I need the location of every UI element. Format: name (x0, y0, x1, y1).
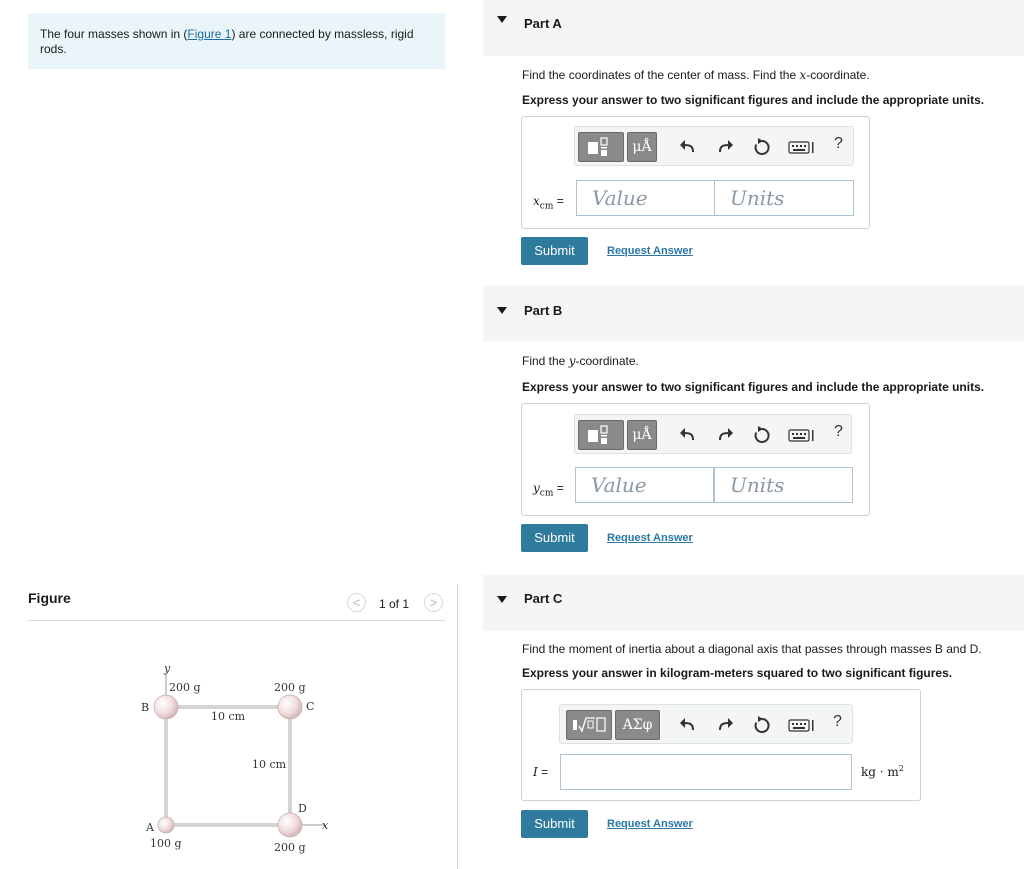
templates-sqrt-icon (571, 714, 607, 736)
width-label: 10 cm (211, 710, 246, 723)
figure-title: Figure (28, 590, 71, 606)
label-a: A (146, 821, 154, 834)
redo-icon[interactable] (715, 715, 735, 735)
part-c-submit-button[interactable]: Submit (521, 810, 588, 838)
mass-d-value: 200 g (274, 841, 306, 854)
part-b-request-answer-link[interactable]: Request Answer (607, 532, 693, 544)
part-c-answer-input[interactable] (560, 754, 852, 790)
y-cm-label: $y_{cm}$ = (533, 481, 564, 499)
mass-a (158, 817, 174, 833)
mass-d (278, 813, 302, 837)
part-a-instruction: Express your answer to two significant figures and include the appropriate units. (522, 93, 985, 107)
undo-icon[interactable] (678, 715, 698, 735)
y-axis-label: y (164, 662, 171, 675)
mass-b-value: 200 g (169, 681, 201, 694)
part-b-answer-box (521, 403, 870, 516)
templates-button[interactable] (578, 132, 624, 162)
part-c-title: Part C (524, 591, 563, 606)
height-label: 10 cm (252, 758, 287, 771)
part-a-units-input[interactable]: Units (714, 180, 854, 216)
undo-icon[interactable] (678, 425, 698, 445)
label-d: D (298, 802, 307, 815)
part-c-toolbar (559, 704, 853, 744)
x-cm-label: $x_{cm}$ = (533, 194, 564, 212)
mass-b (154, 695, 178, 719)
intro-text: The four masses shown in (Figure 1) are connected by massless, rigid rods. (40, 27, 414, 56)
templates-icon (586, 136, 616, 158)
masses-figure (120, 656, 360, 856)
part-a-title: Part A (524, 16, 562, 31)
templates-button[interactable] (578, 420, 624, 450)
part-a-submit-button[interactable]: Submit (521, 237, 588, 265)
figure-prev-button[interactable]: < (347, 593, 366, 612)
keyboard-icon[interactable] (787, 425, 817, 445)
templates-button[interactable] (566, 710, 612, 740)
part-b-instruction: Express your answer to two significant figures and include the appropriate units. (522, 380, 985, 394)
keyboard-icon[interactable] (787, 137, 817, 157)
part-b-title: Part B (524, 303, 563, 318)
part-b-value-input[interactable]: Value (575, 467, 714, 503)
part-a-request-answer-link[interactable]: Request Answer (607, 245, 693, 257)
reset-icon[interactable] (752, 715, 772, 735)
part-a-header[interactable] (483, 0, 1024, 56)
label-b: B (141, 701, 150, 714)
reset-icon[interactable] (752, 137, 772, 157)
greek-symbols-button[interactable]: ΑΣφ (615, 710, 660, 740)
label-c: C (306, 700, 315, 713)
problem-intro (28, 13, 445, 69)
part-b-toolbar (574, 414, 852, 454)
help-button[interactable]: ? (834, 135, 843, 152)
undo-icon[interactable] (678, 137, 698, 157)
mass-c (278, 695, 302, 719)
part-b-submit-button[interactable]: Submit (521, 524, 588, 552)
help-button[interactable]: ? (833, 713, 842, 730)
keyboard-icon[interactable] (787, 715, 817, 735)
part-a-question: Find the coordinates of the center of mass. Find the x-coordinate. (522, 68, 870, 82)
part-a-value-input[interactable]: Value (576, 180, 715, 216)
redo-icon[interactable] (715, 425, 735, 445)
collapse-caret-icon[interactable] (497, 307, 507, 314)
part-c-unit-label: kg · $m^2$ (861, 764, 904, 779)
part-b-units-input[interactable]: Units (714, 467, 853, 503)
part-c-instruction: Express your answer in kilogram-meters squared to two significant figures. (522, 666, 953, 680)
part-a-answer-box (521, 116, 870, 229)
figure-next-button[interactable]: > (424, 593, 443, 612)
figure-count: 1 of 1 (379, 597, 410, 611)
reset-icon[interactable] (752, 425, 772, 445)
figure-link[interactable]: Figure 1 (187, 27, 232, 41)
part-c-header[interactable] (483, 575, 1024, 631)
part-c-request-answer-link[interactable]: Request Answer (607, 818, 693, 830)
inertia-label: I = (533, 765, 549, 779)
templates-icon (586, 424, 616, 446)
part-b-question: Find the y-coordinate. (522, 354, 639, 368)
part-c-question: Find the moment of inertia about a diagonal axis that passes through masses B and D. (522, 642, 982, 656)
units-button[interactable]: μÅ (627, 132, 657, 162)
part-a-toolbar (574, 126, 854, 166)
collapse-caret-icon[interactable] (497, 596, 507, 603)
part-c-answer-box (521, 689, 921, 801)
mass-c-value: 200 g (274, 681, 306, 694)
collapse-caret-icon[interactable] (497, 16, 507, 23)
pane-divider (457, 584, 458, 869)
redo-icon[interactable] (715, 137, 735, 157)
x-axis-label: x (322, 819, 329, 832)
help-button[interactable]: ? (834, 423, 843, 440)
mass-a-value: 100 g (150, 837, 182, 850)
units-button[interactable]: μÅ (627, 420, 657, 450)
figure-rule (28, 620, 445, 621)
part-b-header[interactable] (483, 285, 1024, 341)
